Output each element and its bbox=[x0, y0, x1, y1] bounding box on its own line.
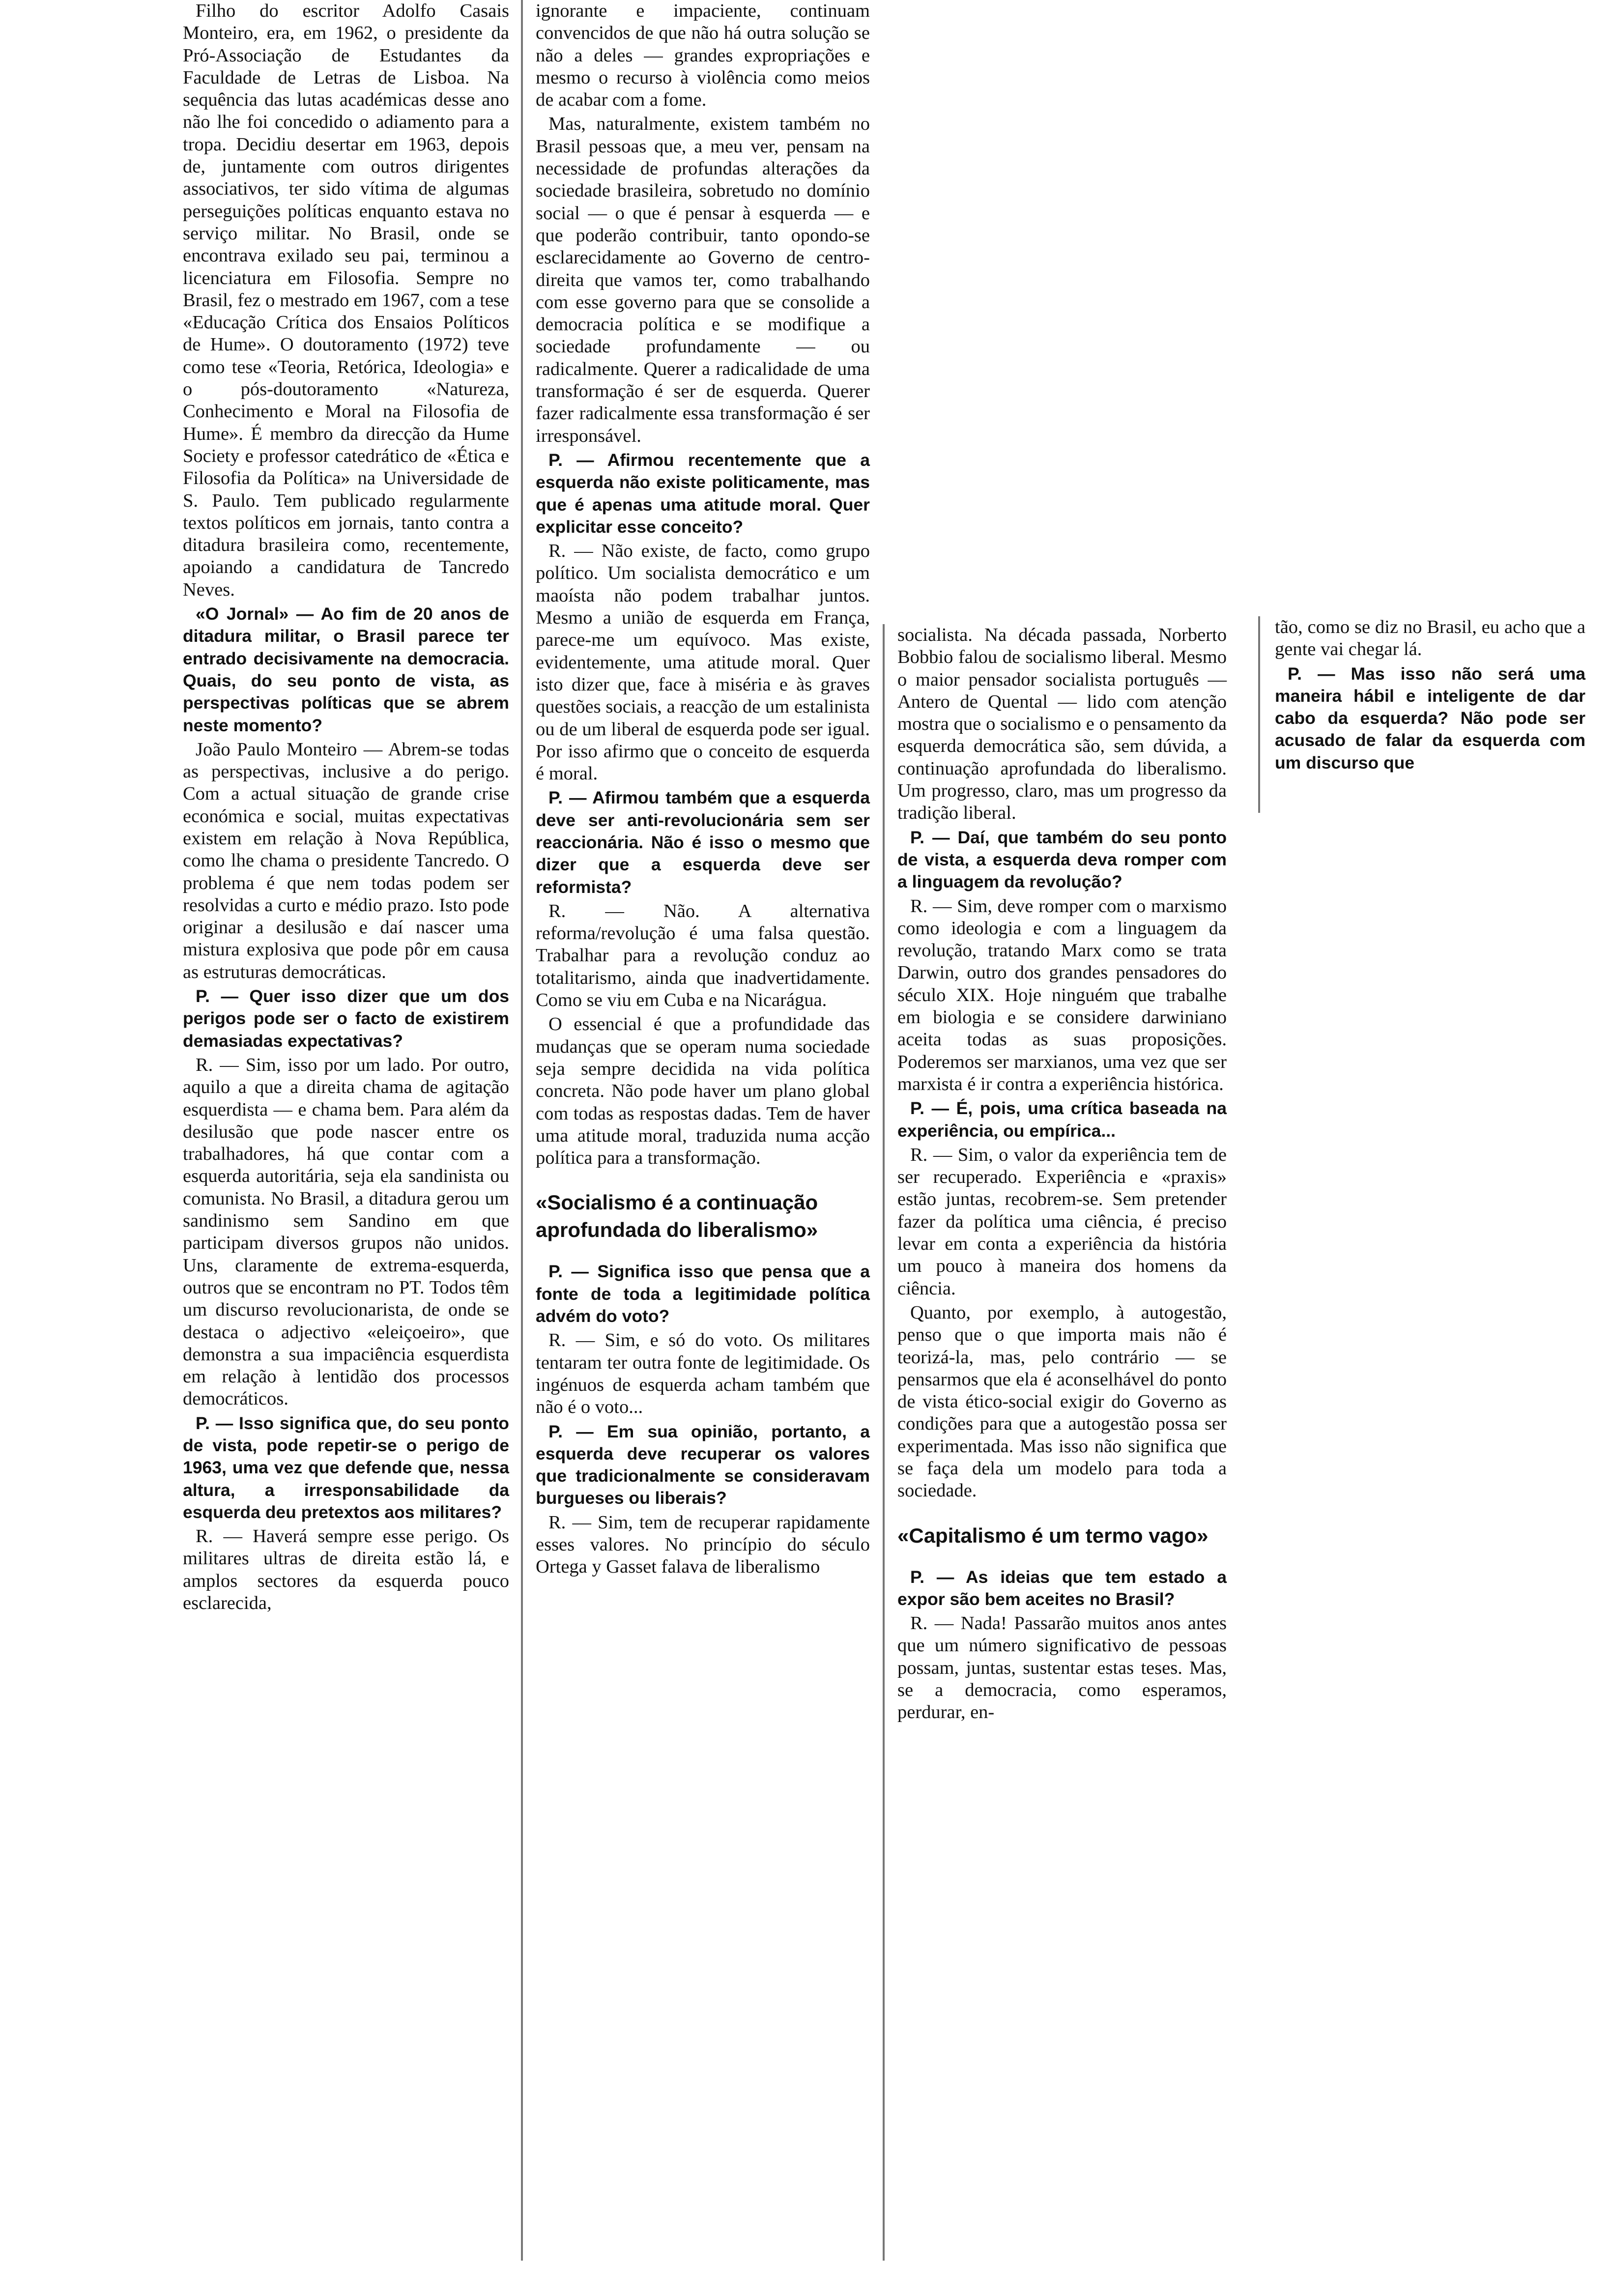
section-heading: «Capitalismo é um termo vago» bbox=[897, 1523, 1209, 1547]
paragraph: R. — Não. A alternativa reforma/revolução é uma falsa questão. Trabalhar para a revolução conduz ao totalitarismo, ainda que inadvertidamente. Como se viu em Cuba e na Nicarágua. bbox=[536, 900, 870, 1011]
paragraph: tão, como se diz no Brasil, eu acho que a gente vai chegar lá. bbox=[1275, 617, 1585, 660]
column-rule bbox=[1258, 616, 1260, 813]
paragraph: R. — Sim, deve romper com o marxismo como ideologia e com a linguagem da revolução, tratando Marx como se trata Darwin, outro dos grandes pensadores do século XIX. Hoje ninguém que trabalhe em biologia e se considere darwiniano aceita todas as suas proposições. Poderemos ser marxianos, uma vez que ser marxista é ir contra a experiência histórica. bbox=[897, 895, 1227, 1094]
paragraph: R. — Haverá sempre esse perigo. Os militares ultras de direita estão lá, e amplos sectores da esquerda pouco esclarecida, bbox=[183, 1526, 509, 1614]
paragraph: João Paulo Monteiro — Abrem-se todas as perspectivas, inclusive a do perigo. Com a actual situação de grande crise económica e social, muitas expectativas existem em relação à Nova República, como lhe chama o presidente Tancredo. O problema é que nem todas podem ser resolvidas a curto e médio prazo. Isto pode originar a desilusão e daí nascer uma mistura explosiva que pode pôr em causa as estruturas democráticas. bbox=[183, 739, 509, 982]
section-heading: «Socialismo é a continuação aprofundada do liberalismo» bbox=[536, 1191, 818, 1242]
paragraph: R. — Não existe, de facto, como grupo político. Um socialista democrático e um maoísta não podem trabalhar juntos. Mesmo a união de esquerda em França, parece-me um equívoco. Mas existe, evidentemente, uma atitude moral. Quer isto dizer que, face à miséria e às graves questões sociais, a reacção de um estalinista ou de um liberal de esquerda pode ser igual. Por isso afirmo que o conceito de esquerda é moral. bbox=[536, 541, 870, 784]
interview-question: P. — Isso significa que, do seu ponto de vista, pode repetir-se o perigo de 1963, uma vez que defende que, nessa altura, a irresponsabilidade da esquerda deu pretextos aos militares? bbox=[183, 1413, 509, 1522]
column-1 bbox=[183, 0, 509, 1616]
interview-question: P. — Quer isso dizer que um dos perigos pode ser o facto de existirem demasiadas expectativas? bbox=[183, 986, 509, 1051]
interview-question: P. — Daí, que também do seu ponto de vista, a esquerda deva romper com a linguagem da revolução? bbox=[897, 827, 1227, 892]
column-4 bbox=[1275, 616, 1585, 776]
interview-question: P. — Afirmou também que a esquerda deve ser anti-revolucionária sem ser reaccionária. Não é isso o mesmo que dizer que a esquerda deve ser reformista? bbox=[536, 788, 870, 897]
interview-question: P. — As ideias que tem estado a expor são bem aceites no Brasil? bbox=[897, 1567, 1227, 1609]
interview-question: P. — Em sua opinião, portanto, a esquerda deve recuperar os valores que tradicionalmente se consideravam burgueses ou liberais? bbox=[536, 1421, 870, 1508]
column-rule bbox=[521, 0, 523, 2261]
paragraph: R. — Sim, isso por um lado. Por outro, aquilo a que a direita chama de agitação esquerdista — e chama bem. Para além da desilusão que pode nascer entre os trabalhadores, há que contar com a esquerda autoritária, seja ela sandinista ou comunista. No Brasil, a ditadura gerou um sandinismo sem Sandino em que participam diversos grupos não unidos. Uns, claramente de extrema-esquerda, outros que se encontram no PT. Todos têm um discurso revolucionarista, de onde se destaca o adjectivo «eleiçoeiro», que demonstra a sua impaciência esquerdista em relação à lentidão dos processos democráticos. bbox=[183, 1054, 509, 1409]
paragraph: Mas, naturalmente, existem também no Brasil pessoas que, a meu ver, pensam na necessidade de profundas alterações da sociedade brasileira, sobretudo no domínio social — o que é pensar à esquerda — e que poderão contribuir, tanto opondo-se esclarecidamente ao Governo de centro-direita que vamos ter, como trabalhando com esse governo para que se consolide a democracia política e se modifique a sociedade profundamente — ou radicalmente. Querer a radicalidade de uma transformação é ser de esquerda. Querer fazer radicalmente essa transformação é ser irresponsável. bbox=[536, 114, 870, 446]
column-3 bbox=[897, 624, 1227, 1726]
interview-question: «O Jornal» — Ao fim de 20 anos de ditadura militar, o Brasil parece ter entrado decisivamente na democracia. Quais, do seu ponto de vista, as perspectivas políticas que se abrem neste momento? bbox=[183, 604, 509, 735]
paragraph: R. — Nada! Passarão muitos anos antes que um número significativo de pessoas possam, juntas, sustentar estas teses. Mas, se a democracia, como esperamos, perdurar, en- bbox=[897, 1613, 1227, 1723]
paragraph: R. — Sim, o valor da experiência tem de ser recuperado. Experiência e «praxis» estão juntas, recobrem-se. Sem pretender fazer da política uma ciência, é preciso levar em conta a experiência da história um pouco à maneira dos homens da ciência. bbox=[897, 1144, 1227, 1299]
paragraph: socialista. Na década passada, Norberto Bobbio falou de socialismo liberal. Mesmo o maior pensador socialista português — Antero de Quental — lido com atenção mostra que o socialismo e o pensamento da esquerda democrática são, sem dúvida, a continuação aprofundada do liberalismo. Um progresso, claro, mas um progresso da tradição liberal. bbox=[897, 625, 1227, 824]
interview-question: P. — Afirmou recentemente que a esquerda não existe politicamente, mas que é apenas uma atitude moral. Quer explicitar esse conceito? bbox=[536, 450, 870, 537]
paragraph: Quanto, por exemplo, à autogestão, penso que o que importa mais não é teorizá-la, mas, pelo contrário — se pensarmos que ela é aconselhável do ponto de vista ético-social exigir do Governo as condições para que a autogestão possa ser experimentada. Mas isso não significa que se faça dela um modelo para toda a sociedade. bbox=[897, 1302, 1227, 1501]
paragraph: Filho do escritor Adolfo Casais Monteiro, era, em 1962, o presidente da Pró-Associação de Estudantes da Faculdade de Letras de Lisboa. Na sequência das lutas académicas desse ano não lhe foi concedido o adiamento para a tropa. Decidiu desertar em 1963, depois de, juntamente com outros dirigentes associativos, ter sido vítima de algumas perseguições políticas enquanto estava no serviço militar. No Brasil, onde se encontrava exilado seu pai, terminou a licenciatura em Filosofia. Sempre no Brasil, fez o mestrado em 1967, com a tese «Educação Crítica dos Ensaios Políticos de Hume». O doutoramento (1972) teve como tese «Teoria, Retórica, Ideologia» e o pós-doutoramento «Natureza, Conhecimento e Moral na Filosofia de Hume». É membro da direcção da Hume Society e professor catedrático de «Ética e Filosofia da Política» na Universidade de S. Paulo. Tem publicado regularmente textos políticos em jornais, tanto contra a ditadura brasileira como, recentemente, apoiando a candidatura de Tancredo Neves. bbox=[183, 0, 509, 600]
paragraph: R. — Sim, e só do voto. Os militares tentaram ter outra fonte de legitimidade. Os ingénuos de esquerda acham também que não é o voto... bbox=[536, 1330, 870, 1418]
interview-question: P. — Significa isso que pensa que a fonte de toda a legitimidade política advém do voto? bbox=[536, 1262, 870, 1326]
column-2 bbox=[536, 0, 870, 1580]
column-rule bbox=[883, 624, 885, 2261]
paragraph: R. — Sim, tem de recuperar rapidamente esses valores. No princípio do século Ortega y Gasset falava de liberalismo bbox=[536, 1512, 870, 1578]
interview-question: P. — Mas isso não será uma maneira hábil e inteligente de dar cabo da esquerda? Não pode ser acusado de falar da esquerda com um discurso que bbox=[1275, 663, 1585, 773]
paragraph: ignorante e impaciente, continuam convencidos de que não há outra solução se não a deles — grandes expropriações e mesmo o recurso à violência como meios de acabar com a fome. bbox=[536, 0, 870, 111]
interview-question: P. — É, pois, uma crítica baseada na experiência, ou empírica... bbox=[897, 1098, 1227, 1141]
paragraph: O essencial é que a profundidade das mudanças que se operam numa sociedade seja sempre decidida na vida política concreta. Não pode haver um plano global com todas as respostas dadas. Tem de haver uma atitude moral, traduzida numa acção política para a transformação. bbox=[536, 1014, 870, 1169]
